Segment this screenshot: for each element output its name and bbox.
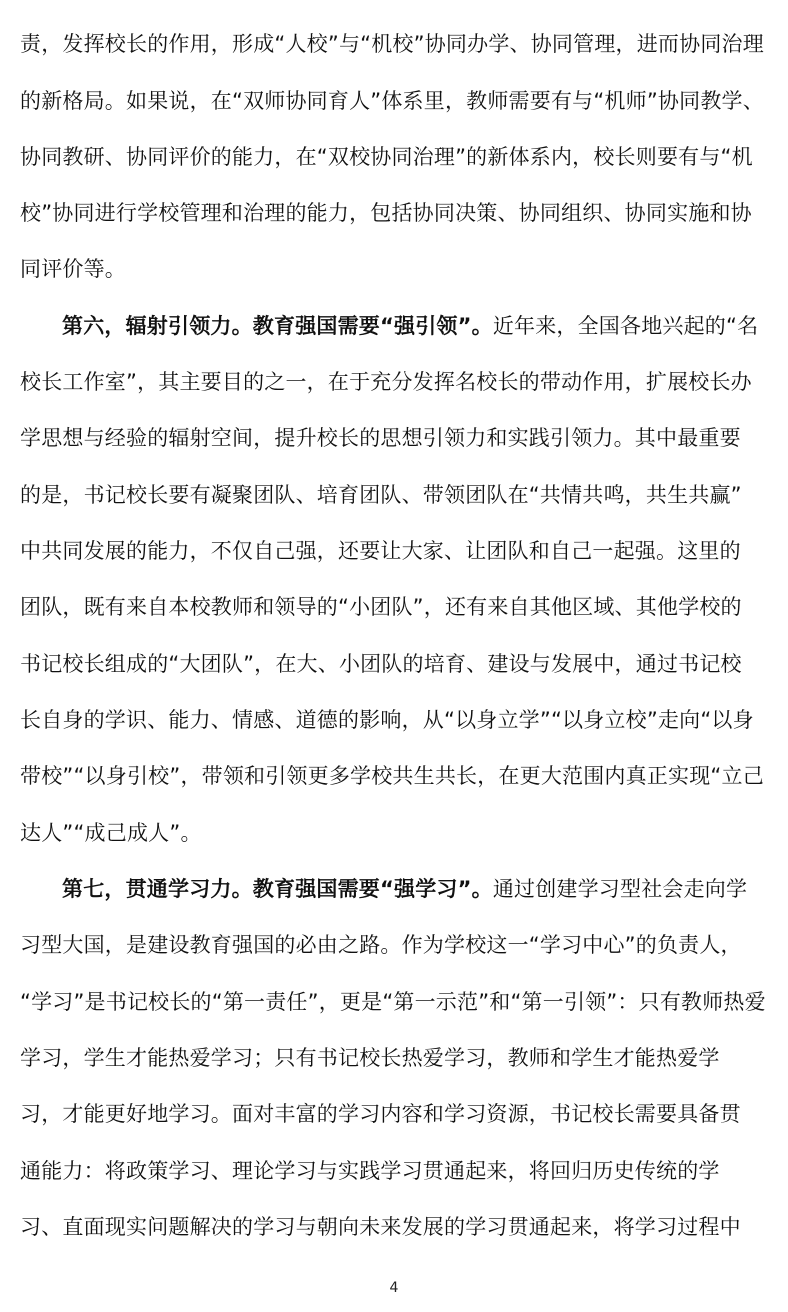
section-seven-first-line xyxy=(62,869,782,909)
body-text-line: 长自身的学识、能力、情感、道德的影响，从“以身立学”“以身立校”走向“以身 xyxy=(20,708,754,732)
section-seven-heading: 第七，贯通学习力。教育强国需要“强学习”。 xyxy=(62,877,493,901)
body-text-line: 达人”“成己成人”。 xyxy=(20,821,202,845)
body-text-line: 协同教研、协同评价的能力，在“双校协同治理”的新体系内，校长则要有与“机 xyxy=(20,145,753,169)
body-text-line: 责，发挥校长的作用，形成“人校”与“机校”协同办学、协同管理，进而协同治理 xyxy=(20,32,764,56)
body-text-line: 校长工作室”，其主要目的之一，在于充分发挥名校长的带动作用，扩展校长办 xyxy=(20,370,752,394)
body-text-line: 的新格局。如果说，在“双师协同育人”体系里，教师需要有与“机师”协同教学、 xyxy=(20,89,764,113)
body-text-line: 学习，学生才能热爱学习；只有书记校长热爱学习，教师和学生才能热爱学 xyxy=(20,1046,720,1070)
section-six-heading: 第六，辐射引领力。教育强国需要“强引领”。 xyxy=(62,314,493,338)
body-text-line: 校”协同进行学校管理和治理的能力，包括协同决策、协同组织、协同实施和协 xyxy=(20,201,752,225)
body-text-line: “学习”是书记校长的“第一责任”，更是“第一示范”和“第一引领”：只有教师热爱 xyxy=(20,990,766,1014)
body-text-line: 通能力：将政策学习、理论学习与实践学习贯通起来，将回归历史传统的学 xyxy=(20,1159,720,1183)
body-text-line: 的是，书记校长要有凝聚团队、培育团队、带领团队在“共情共鸣，共生共赢” xyxy=(20,483,742,507)
page-number: 4 xyxy=(389,1280,399,1296)
body-text-line: 学思想与经验的辐射空间，提升校长的思想引领力和实践引领力。其中最重要 xyxy=(20,426,741,450)
body-text-line: 书记校长组成的“大团队”，在大、小团队的培育、建设与发展中，通过书记校 xyxy=(20,652,742,676)
body-text-line: 习、直面现实问题解决的学习与朝向未来发展的学习贯通起来，将学习过程中 xyxy=(20,1215,741,1239)
section-seven-first-line-text: 通过创建学习型社会走向学 xyxy=(492,877,748,901)
section-six-first-line xyxy=(62,306,782,346)
section-six-first-line-text: 近年来，全国各地兴起的“名 xyxy=(492,314,759,338)
body-text-line: 同评价等。 xyxy=(20,257,126,281)
body-text-line: 团队，既有来自本校教师和领导的“小团队”，还有来自其他区域、其他学校的 xyxy=(20,595,742,619)
body-text-line: 中共同发展的能力，不仅自己强，还要让大家、让团队和自己一起强。这里的 xyxy=(20,539,741,563)
body-text-line: 习，才能更好地学习。面对丰富的学习内容和学习资源，书记校长需要具备贯 xyxy=(20,1102,741,1126)
body-text-line: 习型大国，是建设教育强国的必由之路。作为学校这一“学习中心”的负责人， xyxy=(20,933,742,957)
body-text-line: 带校”“以身引校”，带领和引领更多学校共生共长，在更大范围内真正实现“立己 xyxy=(20,764,764,788)
